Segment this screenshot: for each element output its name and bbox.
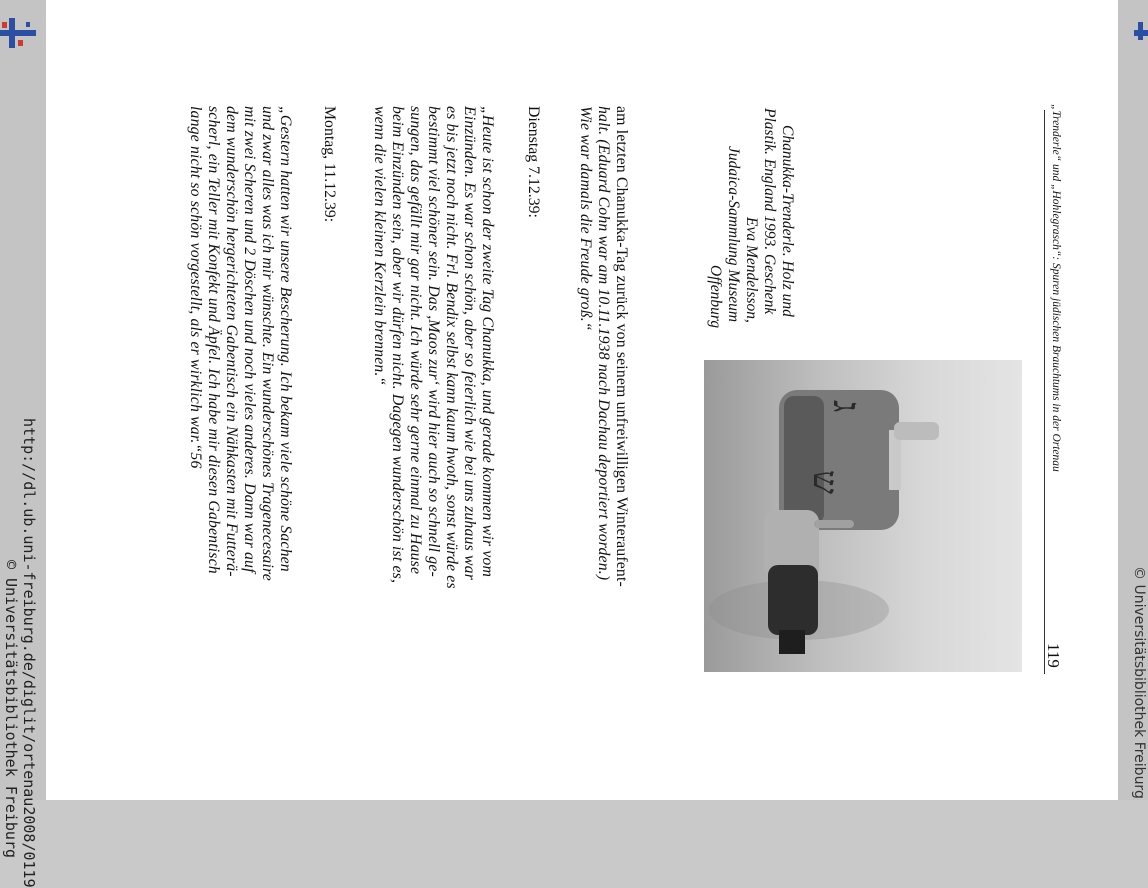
caption-line: Judaica-Sammlung Museum bbox=[725, 146, 742, 323]
body-line: und zwar alles was ich mir wünschte. Ein wunderschönes Tragenecesaire bbox=[259, 106, 276, 581]
body-line: „Heute ist schon der zweite Tag Chanukka, und gerade kommen wir vom bbox=[479, 106, 496, 578]
svg-text:ש: ש bbox=[805, 470, 845, 495]
body-line: dem wunderschön hergerichteten Gabentisch ein Nähkasten mit Futterä- bbox=[223, 106, 240, 577]
running-head: „Trenderle“ und „Hohlegrasch“: Spuren jüdischen Brauchtums in der Ortenau bbox=[1050, 104, 1062, 472]
dreidel-photo bbox=[704, 360, 1022, 672]
diary-date: Dienstag 7.12.39: bbox=[525, 106, 542, 218]
university-logo-fragment-icon bbox=[1132, 22, 1148, 42]
caption-line: Plastik. England 1993. Geschenk bbox=[761, 108, 778, 315]
caption-line: Eva Mendelsson, bbox=[743, 217, 760, 323]
body-line: wenn die vielen kleinen Kerzlein brennen.“ bbox=[371, 106, 388, 386]
large-dreidel-icon bbox=[779, 390, 939, 530]
body-line: scherl, ein Teller mit Konfekt und Äpfel. Ich habe mir diesen Gabentisch bbox=[205, 106, 222, 574]
header-rule bbox=[1044, 110, 1045, 674]
body-line: am letzten Chanukka-Tag zurück von seinem unfreiwilligen Winteraufent- bbox=[613, 106, 630, 587]
svg-text:ג: ג bbox=[825, 400, 869, 413]
small-dreidel-dark-icon bbox=[768, 565, 818, 654]
body-line: beim Einzünden sein, aber wir dürfen nicht. Dagegen wunderschön ist es, bbox=[389, 106, 406, 584]
caption-line: Chanukka-Trenderle. Holz und bbox=[779, 125, 796, 317]
copyright-notice: © Universitätsbibliothek Freiburg bbox=[2, 560, 20, 859]
body-line: Einzünden. Es war schon schön, aber so feierlich wie bei uns zuhaus war bbox=[461, 106, 478, 581]
body-line: mit zwei Scheren und 2 Döschen und noch vieles anderes. Dann war auf bbox=[241, 106, 258, 573]
body-line: „Gestern hatten wir unsere Bescherung. Ich bekam viele schöne Sachen bbox=[277, 106, 294, 572]
body-line: lange nicht so schön vorgestellt, als er wirklich war.“56 bbox=[187, 106, 204, 469]
body-line-italic: halt. (Eduard Cohn war am 10.11.1938 nach Dachau deportiert worden.) bbox=[595, 106, 612, 581]
diary-date: Montag, 11.12.39: bbox=[321, 106, 338, 223]
body-line: sungen, das gefällt mir gar nicht. Ich würde sehr gerne einmal zu Hause bbox=[407, 106, 424, 575]
dreidel-illustration bbox=[704, 360, 1022, 672]
body-line: es bis jetzt noch nicht. Frl. Bendix selbst kann kaum hwoth, sonst würde es bbox=[443, 106, 460, 589]
right-edge-copyright: © Universitätsbibliothek Freiburg bbox=[1131, 566, 1147, 799]
document-url[interactable]: http://dl.ub.uni-freiburg.de/diglit/ortenau2008/0119 bbox=[20, 418, 38, 888]
body-line: Wie war damals die Freude groß.“ bbox=[577, 106, 594, 331]
page-number: 119 bbox=[1044, 643, 1063, 668]
caption-line: Offenburg bbox=[707, 265, 724, 329]
university-logo-icon bbox=[0, 18, 40, 52]
body-line: bestimmt viel schöner sein. Das ,Maos zur‘ wird hier auch so schnell ge- bbox=[425, 106, 442, 577]
body-line bbox=[594, 106, 612, 580]
